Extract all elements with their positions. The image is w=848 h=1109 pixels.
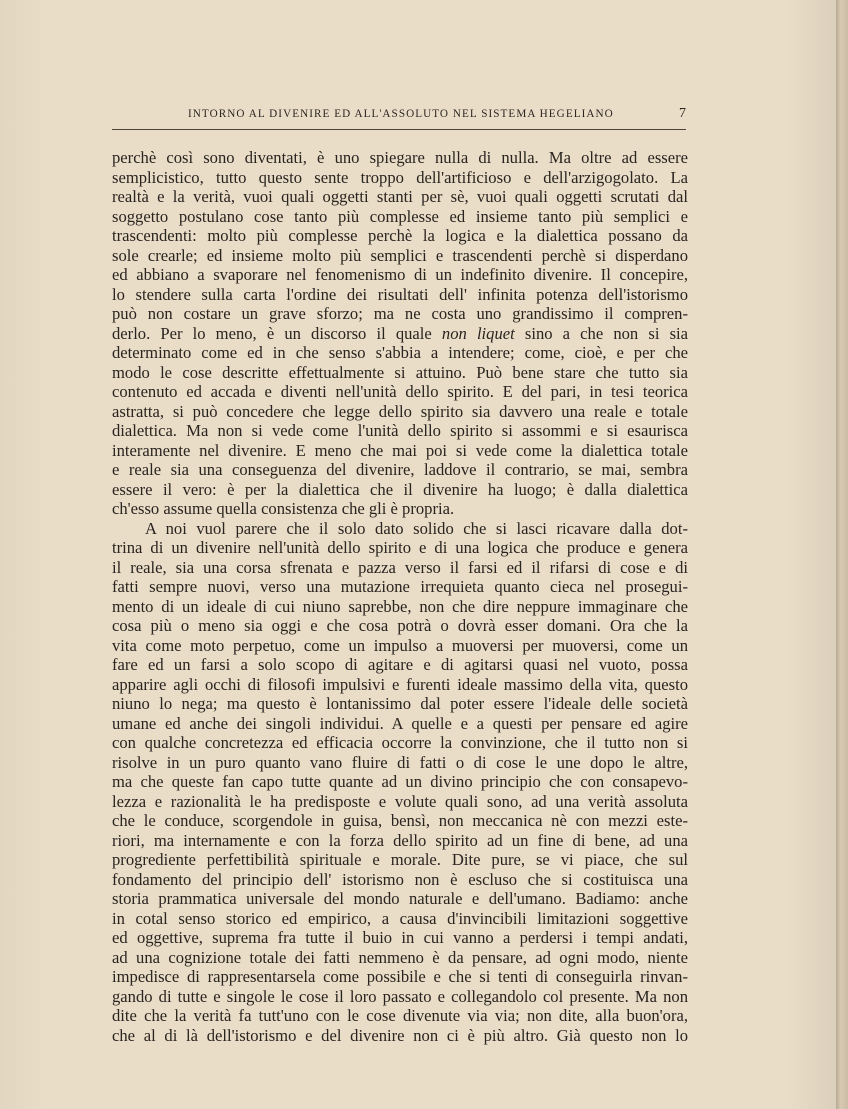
page-header [112,106,686,128]
page-edge [836,0,848,1109]
text-line: trina di un divenire nell'unità dello spirito e di una logica che produce e genera [112,538,688,557]
text-line: apparire agli occhi di filosofi impulsivi e furenti ideale massimo della vita, questo [112,674,688,694]
text-line: dite che la verità fa tutt'uno con le cose divenute via via; non dite, alla buon'ora, [112,1006,688,1025]
text-line: storia prammatica universale del mondo naturale e dell'umano. Badiamo: anche [112,889,688,908]
text-line: mento di un ideale di cui niuno saprebbe, non che dire neppure immaginare che [112,596,688,616]
text-line: il reale, sia una corsa sfrenata e pazza verso il farsi ed il rifarsi di cose e di [112,557,688,577]
text-line: ad una cognizione totale dei fatti nemmeno è da pensare, ad ogni modo, niente [112,947,688,967]
text-fragment: derlo. Per lo meno, è un discorso il quale [112,323,442,343]
text-line: A noi vuol parere che il solo dato solido che si lasci ricavare dalla dot- [145,518,688,538]
text-line: ed abbiano a svaporare nel fenomenismo di un indefinito divenire. Il concepire, [112,265,688,284]
body-text [112,148,688,1045]
text-line: e reale sia una conseguenza del divenire, laddove il contrario, se mai, sembra [112,460,688,479]
text-line: fondamento del principio dell' istorismo non è escluso che si costituisca una [112,869,688,889]
header-rule [112,129,686,130]
text-line: ch'esso assume quella consistenza che gli è propria. [112,499,455,518]
text-line: fare ed un farsi a solo scopo di agitare e di agitarsi quasi nel vuoto, possa [112,655,688,674]
text-line: realtà e la verità, vuoi quali oggetti stanti per sè, vuoi quali oggetti scrutati dal [112,187,688,206]
text-line: lezza e razionalità le ha predisposte e volute quali sono, ad una verità assoluta [112,791,688,811]
text-line: risolve in un puro quanto vano fluire di fatti o di cose le une dopo le altre, [112,752,688,772]
text-line-with-italic [112,324,688,344]
text-line: trascendenti: molto più complesse perchè la logica e la dialettica possano da [112,226,688,245]
text-line: che al di là dell'istorismo e del divenire non ci è più altro. Già questo non lo [112,1025,688,1045]
text-line: ed oggettive, suprema fra tutte il buio in cui vanno a perdersi i tempi andati, [112,928,688,947]
text-line: soggetto postulano cose tanto più complesse ed insieme tanto più semplici e [112,206,688,226]
text-line: dialettica. Ma non si vede come l'unità dello spirito si assommi e si esaurisca [112,421,688,440]
text-line: impedisce di rappresentarsela come possibile e che si tenti di conseguirla rinvan- [112,967,688,986]
text-line: con qualche concretezza ed efficacia occorre la convinzione, che il tutto non si [112,733,688,752]
text-line: essere il vero: è per la dialettica che il divenire ha luogo; è dalla dialettica [112,479,688,499]
text-fragment: sino a che non si sia [514,323,688,343]
text-line: progrediente perfettibilità spirituale e morale. Dite pure, se vi piace, che sul [112,850,688,869]
text-line: astratta, si può concedere che legge dello spirito sia davvero una reale e totale [112,401,688,421]
text-line: vita come moto perpetuo, come un impulso a muoversi per muoversi, come un [112,635,688,655]
text-line: lo stendere sulla carta l'ordine dei risultati dell' infinita potenza dell'istorismo [112,284,688,304]
page-number: 7 [679,106,686,121]
running-head: INTORNO AL DIVENIRE ED ALL'ASSOLUTO NEL SISTEMA HEGELIANO [188,108,614,120]
text-line: umane ed anche dei singoli individui. A quelle e a questi per pensare ed agire [112,713,688,733]
text-line: ma che queste fan capo tutte quante ad un divino principio che con consapevo- [112,772,688,791]
text-line: gando di tutte e singole le cose il loro passato e collegandolo col presente. Ma non [112,986,688,1006]
text-line: che le conduce, scorgendole in guisa, bensì, non meccanica nè con mezzi este- [112,811,688,830]
italic-phrase: non liquet [441,323,515,343]
text-line: in cotal senso storico ed empirico, a causa d'invincibili limitazioni soggettive [112,908,688,928]
text-line: determinato come ed in che senso s'abbia a intendere; come, cioè, e per che [112,343,688,362]
text-line: niuno lo nega; ma questo è lontanissimo dal poter essere l'ideale delle società [112,694,688,713]
text-line: contenuto ed accada e diventi nell'unità dello spirito. E del pari, in tesi teorica [112,382,688,401]
text-line: semplicistico, tutto questo sente troppo dell'artificioso e dell'arzigogolato. La [112,167,688,187]
text-line: interamente nel divenire. E meno che mai poi si vede come la dialettica totale [112,440,688,460]
text-line: può non costare un grave sforzo; ma ne costa uno grandissimo il compren- [112,304,688,323]
text-line: perchè così sono diventati, è uno spiegare nulla di nulla. Ma oltre ad essere [112,148,688,167]
text-line: sole crearle; ed insieme molto più semplici e trascendenti perchè si disperdano [112,245,688,265]
text-line: riori, ma internamente e con la forza dello spirito ad un fine di bene, ad una [112,830,688,850]
text-line: modo le cose descritte effettualmente si attuino. Può bene stare che tutto sia [112,362,688,382]
text-line: fatti sempre nuovi, verso una mutazione irrequieta quanto cieca nel prosegui- [112,577,688,596]
text-line: cosa più o meno sia oggi e che cosa potrà o dovrà esser domani. Ora che la [112,616,688,635]
